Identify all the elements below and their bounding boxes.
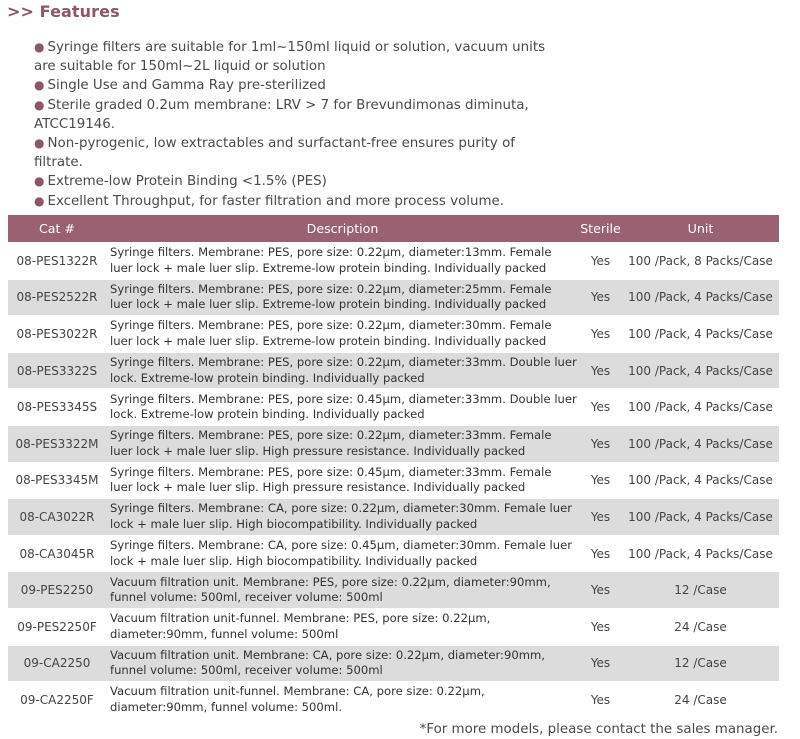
- cell-description: Syringe filters. Membrane: CA, pore size: 0.22μm, diameter:30mm. Female luer lock + male luer slip. High biocompatibility. Individually packed: [106, 499, 579, 536]
- cell-unit: 100 /Pack, 4 Packs/Case: [622, 316, 779, 353]
- cell-cat: 09-CA2250: [8, 645, 106, 682]
- header-unit: Unit: [622, 215, 779, 243]
- table-row: [8, 462, 779, 499]
- cell-description: Syringe filters. Membrane: PES, pore size: 0.45μm, diameter:33mm. Female luer lock + male luer slip. High pressure resistance. Individually packed: [106, 462, 579, 499]
- cell-sterile: Yes: [579, 535, 622, 572]
- bullet-icon: ●: [34, 136, 45, 151]
- table-row: [8, 425, 779, 462]
- cell-cat: 08-CA3045R: [8, 535, 106, 572]
- cell-description: Syringe filters. Membrane: PES, pore size: 0.22μm, diameter:25mm. Female luer lock + male luer slip. Extreme-low protein binding. Individually packed: [106, 279, 579, 316]
- table-row: [8, 352, 779, 389]
- cell-cat: 08-PES1322R: [8, 243, 106, 280]
- cell-unit: 100 /Pack, 4 Packs/Case: [622, 499, 779, 536]
- cell-sterile: Yes: [579, 352, 622, 389]
- cell-sterile: Yes: [579, 389, 622, 426]
- table-row: [8, 572, 779, 609]
- feature-item: ● Non-pyrogenic, low extractables and surfactant-free ensures purity of filtrate.: [34, 136, 515, 171]
- cell-cat: 08-PES3345M: [8, 462, 106, 499]
- cell-sterile: Yes: [579, 682, 622, 718]
- cell-unit: 100 /Pack, 4 Packs/Case: [622, 389, 779, 426]
- cell-description: Syringe filters. Membrane: CA, pore size: 0.45μm, diameter:30mm. Female luer lock + male luer slip. High biocompatibility. Individually packed: [106, 535, 579, 572]
- cell-unit: 100 /Pack, 4 Packs/Case: [622, 352, 779, 389]
- cell-sterile: Yes: [579, 608, 622, 645]
- header-description: Description: [106, 215, 579, 243]
- cell-sterile: Yes: [579, 243, 622, 280]
- feature-item: ● Extreme-low Protein Binding <1.5% (PES): [34, 174, 327, 190]
- table-row: [8, 682, 779, 718]
- cell-description: Vacuum filtration unit. Membrane: PES, pore size: 0.22μm, diameter:90mm, funnel volume: 500ml, receiver volume: 500ml: [106, 572, 579, 609]
- cell-unit: 12 /Case: [622, 645, 779, 682]
- cell-sterile: Yes: [579, 425, 622, 462]
- cell-unit: 12 /Case: [622, 572, 779, 609]
- cell-cat: 08-PES3022R: [8, 316, 106, 353]
- cell-cat: 08-CA3022R: [8, 499, 106, 536]
- cell-unit: 100 /Pack, 4 Packs/Case: [622, 535, 779, 572]
- table-row: [8, 535, 779, 572]
- cell-cat: 08-PES2522R: [8, 279, 106, 316]
- cell-cat: 08-PES3322M: [8, 425, 106, 462]
- cell-description: Vacuum filtration unit-funnel. Membrane: CA, pore size: 0.22μm, diameter:90mm, funnel volume: 500ml.: [106, 682, 579, 718]
- table-row: [8, 279, 779, 316]
- header-sterile: Sterile: [579, 215, 622, 243]
- feature-item: ● Syringe filters are suitable for 1ml~150ml liquid or solution, vacuum units are suitable for 150ml~2L liquid or solution: [34, 40, 546, 75]
- table-row: [8, 389, 779, 426]
- footnote: *For more models, please contact the sales manager.: [419, 722, 778, 737]
- bullet-icon: ●: [34, 40, 45, 54]
- table-row: [8, 499, 779, 536]
- cell-sterile: Yes: [579, 462, 622, 499]
- bullet-icon: ●: [34, 97, 45, 112]
- cell-unit: 100 /Pack, 8 Packs/Case: [622, 243, 779, 280]
- cell-unit: 100 /Pack, 4 Packs/Case: [622, 279, 779, 316]
- table-row: [8, 243, 779, 280]
- feature-item: ● Single Use and Gamma Ray pre-sterilized: [34, 78, 326, 94]
- cell-sterile: Yes: [579, 572, 622, 609]
- cell-cat: 09-PES2250F: [8, 608, 106, 645]
- cell-description: Syringe filters. Membrane: PES, pore size: 0.22μm, diameter:13mm. Female luer lock + male luer slip. Extreme-low protein binding. Individually packed: [106, 243, 579, 280]
- feature-item: ● Sterile graded 0.2um membrane: LRV > 7 for Brevundimonas diminuta, ATCC19146.: [34, 97, 529, 132]
- bullet-icon: ●: [34, 78, 45, 93]
- bullet-icon: ●: [34, 193, 45, 208]
- cell-cat: 09-CA2250F: [8, 682, 106, 718]
- cell-description: Syringe filters. Membrane: PES, pore size: 0.45μm, diameter:33mm. Double luer lock. Extreme-low protein binding. Individually packed: [106, 389, 579, 426]
- cell-sterile: Yes: [579, 279, 622, 316]
- cell-description: Vacuum filtration unit. Membrane: CA, pore size: 0.22μm, diameter:90mm, funnel volume: 500ml, receiver volume: 500ml: [106, 645, 579, 682]
- features-list: [34, 38, 554, 211]
- table-row: [8, 608, 779, 645]
- cell-description: Syringe filters. Membrane: PES, pore size: 0.22μm, diameter:30mm. Female luer lock + male luer slip. Extreme-low protein binding. Individually packed: [106, 316, 579, 353]
- cell-unit: 24 /Case: [622, 608, 779, 645]
- cell-unit: 100 /Pack, 4 Packs/Case: [622, 425, 779, 462]
- cell-description: Vacuum filtration unit-funnel. Membrane: PES, pore size: 0.22μm, diameter:90mm, funnel volume: 500ml: [106, 608, 579, 645]
- table-header-row: [8, 215, 779, 243]
- cell-description: Syringe filters. Membrane: PES, pore size: 0.22μm, diameter:33mm. Female luer lock + male luer slip. High pressure resistance. Individually packed: [106, 425, 579, 462]
- product-table: [8, 215, 779, 718]
- cell-cat: 08-PES3345S: [8, 389, 106, 426]
- cell-cat: 09-PES2250: [8, 572, 106, 609]
- bullet-icon: ●: [34, 174, 45, 189]
- features-heading: >> Features: [7, 2, 120, 21]
- header-cat: Cat #: [8, 215, 106, 243]
- cell-unit: 100 /Pack, 4 Packs/Case: [622, 462, 779, 499]
- cell-sterile: Yes: [579, 499, 622, 536]
- table-row: [8, 316, 779, 353]
- table-row: [8, 645, 779, 682]
- feature-item: ● Excellent Throughput, for faster filtration and more process volume.: [34, 193, 505, 209]
- cell-description: Syringe filters. Membrane: PES, pore size: 0.22μm, diameter:33mm. Double luer lock. Extreme-low protein binding. Individually packed: [106, 352, 579, 389]
- cell-sterile: Yes: [579, 645, 622, 682]
- cell-sterile: Yes: [579, 316, 622, 353]
- cell-unit: 24 /Case: [622, 682, 779, 718]
- cell-cat: 08-PES3322S: [8, 352, 106, 389]
